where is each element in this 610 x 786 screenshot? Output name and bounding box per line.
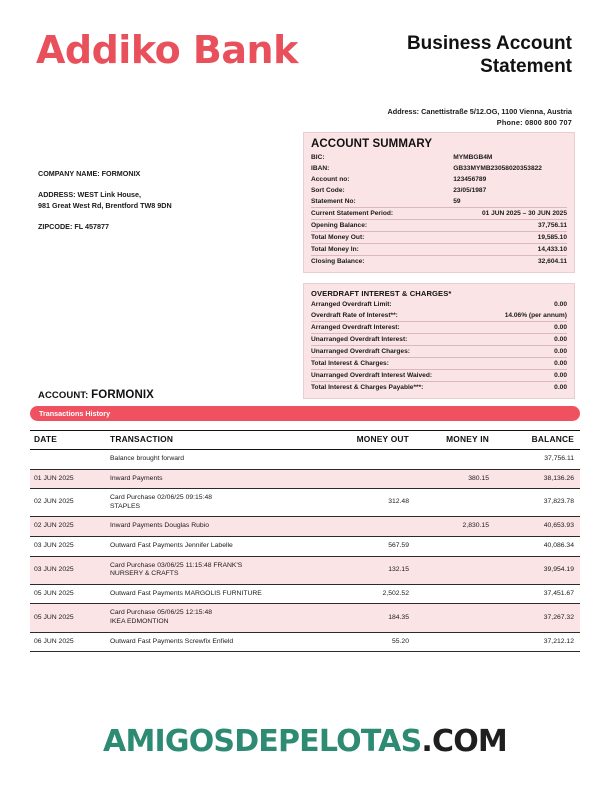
summary-value: MYMBGB4M bbox=[453, 154, 493, 161]
cell-money-in: 2,830.15 bbox=[415, 517, 495, 537]
transactions-table-body bbox=[30, 450, 580, 652]
cell-balance: 39,954.19 bbox=[495, 556, 580, 584]
overdraft-label: Unarranged Overdraft Charges: bbox=[311, 346, 449, 358]
transactions-history-banner: Transactions History bbox=[30, 406, 580, 421]
cell-money-in bbox=[415, 450, 495, 470]
cell-description bbox=[110, 584, 320, 604]
overdraft-label: Total Interest & Charges: bbox=[311, 358, 449, 370]
overdraft-row bbox=[311, 310, 567, 322]
summary-row bbox=[311, 174, 567, 185]
account-summary-heading: ACCOUNT SUMMARY bbox=[311, 138, 433, 150]
customer-address-line2: 981 Great West Rd, Brentford TW8 9DN bbox=[38, 201, 172, 210]
bank-address: Address: Canettistraße 5/12.OG, 1100 Vienna, Austria bbox=[387, 107, 572, 116]
overdraft-label: Unarranged Overdraft Interest: bbox=[311, 334, 449, 346]
column-header-money-out: MONEY OUT bbox=[320, 431, 415, 450]
overdraft-row bbox=[311, 370, 567, 382]
overdraft-label: Arranged Overdraft Interest: bbox=[311, 322, 449, 334]
cell-money-out: 55.20 bbox=[320, 632, 415, 652]
overdraft-value: 0.00 bbox=[449, 322, 567, 334]
customer-address bbox=[38, 189, 288, 212]
cell-balance: 37,823.78 bbox=[495, 489, 580, 517]
cell-money-out bbox=[320, 517, 415, 537]
cell-money-in bbox=[415, 489, 495, 517]
cell-date: 05 JUN 2025 bbox=[30, 604, 110, 632]
balance-row bbox=[311, 256, 567, 268]
cell-description-line2: STAPLES bbox=[110, 502, 141, 510]
cell-description-line1: Card Purchase 02/06/25 09:15:48 bbox=[110, 494, 213, 502]
cell-balance: 38,136.26 bbox=[495, 469, 580, 489]
overdraft-table bbox=[311, 299, 567, 393]
cell-date: 01 JUN 2025 bbox=[30, 469, 110, 489]
account-summary-table bbox=[311, 152, 567, 267]
cell-description bbox=[110, 632, 320, 652]
cell-description-line1: Outward Fast Payments Jennifer Labelle bbox=[110, 541, 233, 549]
cell-money-in bbox=[415, 632, 495, 652]
account-heading bbox=[38, 389, 154, 401]
cell-money-out bbox=[320, 450, 415, 470]
cell-money-out bbox=[320, 469, 415, 489]
bank-phone: Phone: 0800 800 707 bbox=[496, 118, 572, 127]
customer-company: COMPANY NAME: FORMONIX bbox=[38, 169, 141, 178]
cell-description bbox=[110, 469, 320, 489]
page-title bbox=[312, 32, 572, 78]
balance-row bbox=[311, 220, 567, 232]
summary-value: 123456789 bbox=[453, 176, 487, 183]
customer-address-line1: ADDRESS: WEST Link House, bbox=[38, 189, 142, 199]
table-row bbox=[30, 450, 580, 470]
overdraft-label: Arranged Overdraft Limit: bbox=[311, 301, 392, 308]
cell-money-out: 184.35 bbox=[320, 604, 415, 632]
cell-money-out: 567.59 bbox=[320, 536, 415, 556]
account-summary-panel bbox=[303, 132, 575, 273]
overdraft-value: 0.00 bbox=[449, 358, 567, 370]
summary-label: IBAN: bbox=[311, 165, 330, 172]
balance-value: 19,585.10 bbox=[449, 232, 567, 244]
overdraft-value: 14.06% (per annum) bbox=[504, 312, 567, 319]
overdraft-value: 0.00 bbox=[449, 334, 567, 346]
summary-label: Statement No: bbox=[311, 198, 356, 205]
account-heading-name: FORMONIX bbox=[91, 389, 154, 401]
bank-logo: Addiko Bank bbox=[36, 28, 298, 72]
cell-description-line1: Balance brought forward bbox=[110, 455, 185, 462]
summary-row bbox=[311, 196, 567, 208]
cell-description bbox=[110, 450, 320, 470]
overdraft-value: 0.00 bbox=[554, 301, 567, 308]
table-row bbox=[30, 556, 580, 584]
overdraft-row bbox=[311, 346, 567, 358]
balance-value: 32,604.11 bbox=[449, 256, 567, 268]
transactions-table-head bbox=[30, 431, 580, 450]
summary-row bbox=[311, 185, 567, 196]
summary-label: Sort Code: bbox=[311, 187, 345, 194]
cell-balance: 37,267.32 bbox=[495, 604, 580, 632]
summary-value: GB33MYMB23058020353822 bbox=[453, 165, 542, 172]
statement-period-value: 01 JUN 2025 – 30 JUN 2025 bbox=[449, 208, 567, 220]
cell-description-line1: Inward Payments Douglas Rubio bbox=[110, 522, 209, 530]
column-header-date: DATE bbox=[30, 431, 110, 450]
cell-description bbox=[110, 536, 320, 556]
overdraft-row bbox=[311, 358, 567, 370]
summary-panels bbox=[303, 132, 575, 399]
summary-row bbox=[311, 163, 567, 174]
cell-date: 03 JUN 2025 bbox=[30, 536, 110, 556]
site-watermark bbox=[0, 724, 610, 759]
cell-balance: 37,451.67 bbox=[495, 584, 580, 604]
cell-description-line1: Card Purchase 05/06/25 12:15:48 bbox=[110, 609, 213, 617]
page-title-line2: Statement bbox=[480, 56, 572, 77]
table-row bbox=[30, 604, 580, 632]
table-row bbox=[30, 489, 580, 517]
cell-description bbox=[110, 604, 320, 632]
overdraft-rows bbox=[311, 299, 567, 393]
table-row bbox=[30, 584, 580, 604]
cell-date: 03 JUN 2025 bbox=[30, 556, 110, 584]
summary-value: 23/05/1987 bbox=[453, 187, 487, 194]
customer-details bbox=[38, 168, 288, 232]
statement-period-row bbox=[311, 208, 567, 220]
cell-money-out: 312.48 bbox=[320, 489, 415, 517]
cell-date: 02 JUN 2025 bbox=[30, 517, 110, 537]
watermark-name: AMIGOSDEPELOTAS bbox=[103, 724, 422, 759]
balance-label: Total Money Out: bbox=[311, 232, 449, 244]
cell-money-in bbox=[415, 584, 495, 604]
table-row bbox=[30, 536, 580, 556]
column-header-money-in: MONEY IN bbox=[415, 431, 495, 450]
balance-label: Total Money In: bbox=[311, 244, 449, 256]
cell-money-in: 380.15 bbox=[415, 469, 495, 489]
overdraft-row bbox=[311, 299, 567, 310]
cell-description bbox=[110, 517, 320, 537]
cell-money-in bbox=[415, 536, 495, 556]
overdraft-row bbox=[311, 334, 567, 346]
overdraft-value: 0.00 bbox=[449, 370, 567, 382]
cell-money-out: 132.15 bbox=[320, 556, 415, 584]
column-header-transaction: TRANSACTION bbox=[110, 431, 320, 450]
cell-description bbox=[110, 556, 320, 584]
overdraft-value: 0.00 bbox=[449, 346, 567, 358]
balance-label: Opening Balance: bbox=[311, 220, 449, 232]
cell-description-line1: Inward Payments bbox=[110, 474, 163, 482]
cell-description-line1: Card Purchase 03/06/25 11:15:48 FRANK'S bbox=[110, 561, 243, 569]
account-heading-label: ACCOUNT: bbox=[38, 390, 89, 401]
column-header-balance: BALANCE bbox=[495, 431, 580, 450]
overdraft-value: 0.00 bbox=[449, 382, 567, 394]
balance-value: 14,433.10 bbox=[449, 244, 567, 256]
page-header bbox=[0, 0, 610, 130]
balance-value: 37,756.11 bbox=[449, 220, 567, 232]
cell-date: 06 JUN 2025 bbox=[30, 632, 110, 652]
balance-row bbox=[311, 232, 567, 244]
summary-label: BIC: bbox=[311, 154, 325, 161]
summary-row bbox=[311, 152, 567, 163]
table-row bbox=[30, 632, 580, 652]
cell-balance: 40,653.93 bbox=[495, 517, 580, 537]
cell-date bbox=[30, 450, 110, 470]
cell-money-out: 2,502.52 bbox=[320, 584, 415, 604]
cell-balance: 37,756.11 bbox=[495, 450, 580, 470]
cell-description-line2: NURSERY & CRAFTS bbox=[110, 570, 179, 578]
overdraft-label: Total Interest & Charges Payable***: bbox=[311, 382, 449, 394]
page-title-line1: Business Account bbox=[406, 33, 572, 54]
bank-contact-block bbox=[232, 106, 572, 128]
cell-description-line2: IKEA EDMONTION bbox=[110, 617, 169, 625]
transactions-table bbox=[30, 430, 580, 652]
overdraft-label: Overdraft Rate of Interest**: bbox=[311, 312, 398, 319]
cell-balance: 40,086.34 bbox=[495, 536, 580, 556]
account-summary-ids bbox=[311, 152, 567, 267]
cell-balance: 37,212.12 bbox=[495, 632, 580, 652]
overdraft-heading: OVERDRAFT INTEREST & CHARGES* bbox=[311, 289, 452, 298]
overdraft-row bbox=[311, 382, 567, 394]
watermark-tld: .COM bbox=[421, 724, 507, 759]
table-row bbox=[30, 469, 580, 489]
table-row bbox=[30, 517, 580, 537]
overdraft-label: Unarranged Overdraft Interest Waived: bbox=[311, 370, 449, 382]
cell-description bbox=[110, 489, 320, 517]
table-header-row bbox=[30, 431, 580, 450]
cell-date: 02 JUN 2025 bbox=[30, 489, 110, 517]
statement-period-label: Current Statement Period: bbox=[311, 208, 449, 220]
balance-row bbox=[311, 244, 567, 256]
customer-zipcode: ZIPCODE: FL 457877 bbox=[38, 221, 109, 231]
cell-money-in bbox=[415, 556, 495, 584]
overdraft-panel bbox=[303, 283, 575, 399]
cell-description-line1: Outward Fast Payments Screwfix Enfield bbox=[110, 637, 234, 645]
cell-description-line1: Outward Fast Payments MARGOLIS FURNITURE bbox=[110, 589, 262, 597]
overdraft-row bbox=[311, 322, 567, 334]
cell-money-in bbox=[415, 604, 495, 632]
balance-label: Closing Balance: bbox=[311, 256, 449, 268]
summary-value: 59 bbox=[453, 198, 461, 205]
summary-label: Account no: bbox=[311, 176, 350, 183]
cell-date: 05 JUN 2025 bbox=[30, 584, 110, 604]
